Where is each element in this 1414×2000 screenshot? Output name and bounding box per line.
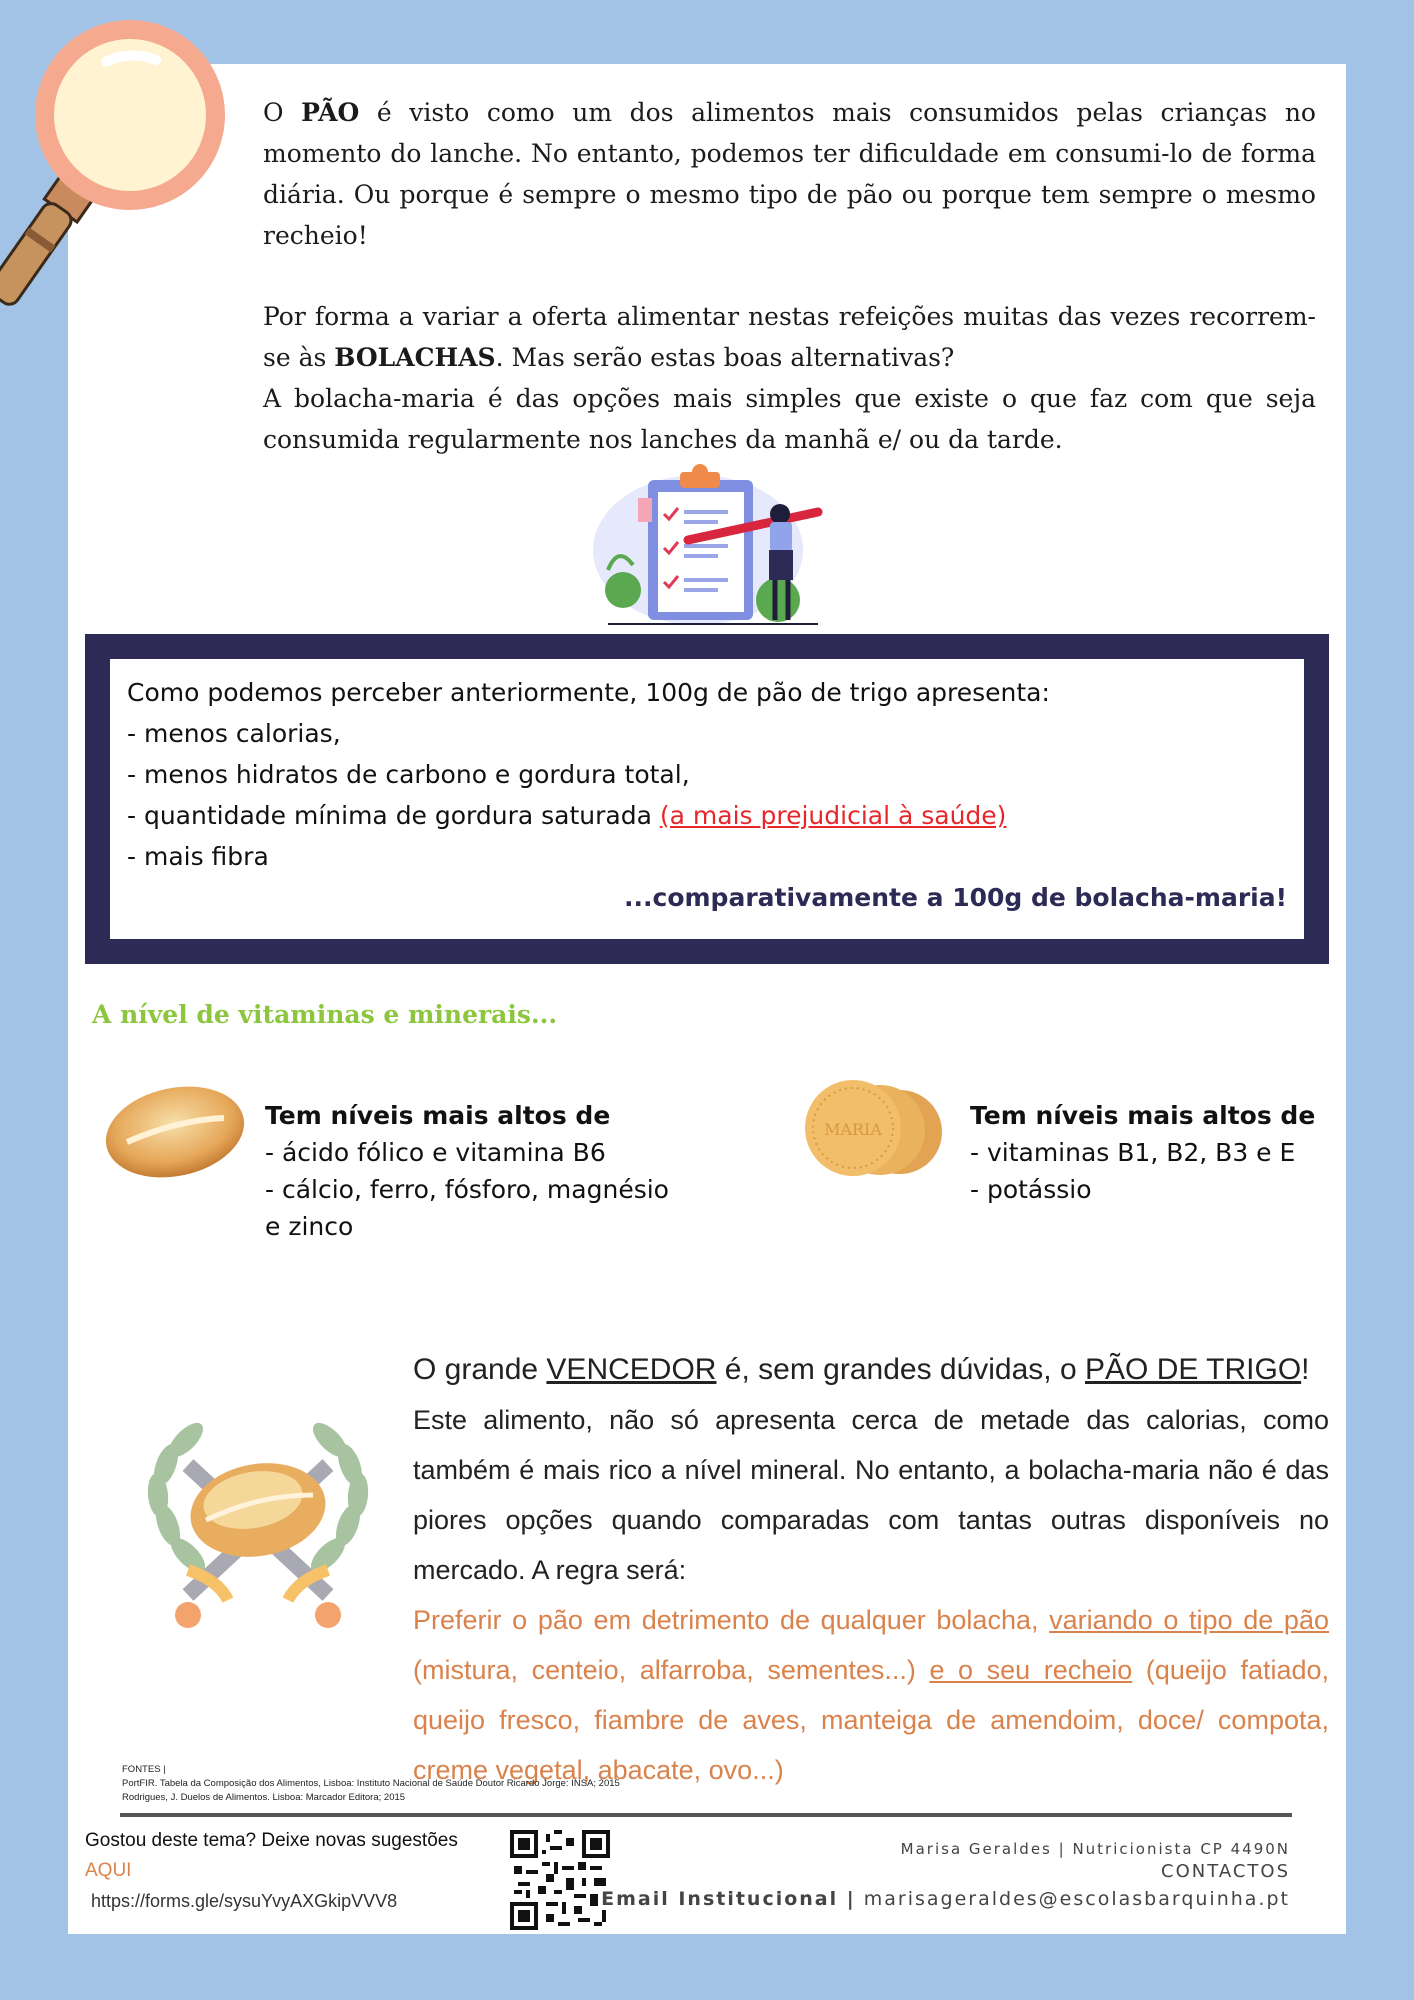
footer-divider [120,1813,1292,1817]
intro-paragraph-2: Por forma a variar a oferta alimentar nestas refeições muitas das vezes recorrem-se às BOLACHAS. Mas serão estas boas alternativas? [263,302,1316,372]
contact-block [601,1840,1290,1910]
biscuit-vitamin-item: - potássio [970,1175,1092,1204]
source-entry: Rodrigues, J. Duelos de Alimentos. Lisboa: Marcador Editora; 2015 [122,1792,406,1803]
author-credit: Marisa Geraldes | Nutricionista CP 4490N [900,1840,1290,1858]
comparison-item: - menos calorias, [127,719,341,748]
intro-paragraph-3: A bolacha-maria é das opções mais simples que existe o que faz com que seja consumida regularmente nos lanches da manhã e/ ou da tarde. [263,384,1316,454]
svg-text:MARIA: MARIA [824,1120,882,1139]
winner-text [413,1345,1329,1795]
email-label: Email Institucional | [601,1888,856,1910]
feedback-prompt: Gostou deste tema? Deixe novas sugestões [85,1830,458,1851]
bread-vitamin-item: e zinco [265,1212,354,1241]
feedback-block [85,1826,458,1916]
magnifying-glass-icon [0,15,250,335]
source-entry: PortFIR. Tabela da Composição dos Alimentos, Lisboa: Instituto Nacional de Saúde Doutor Ricardo Jorge: INSA; 2015 [122,1778,620,1789]
vitamins-heading: A nível de vitaminas e minerais... [92,1000,558,1029]
checklist-illustration [588,450,828,630]
feedback-url[interactable]: https://forms.gle/sysuYvyAXGkipVVV8 [91,1891,398,1911]
email-line [601,1888,1290,1910]
laurel-swords-bread-icon [128,1395,388,1635]
winner-headline: O grande VENCEDOR é, sem grandes dúvidas, o PÃO DE TRIGO! [413,1353,1310,1386]
sources [122,1763,620,1805]
comparison-item: - mais fibra [127,842,269,871]
biscuit-vitamins [970,1097,1330,1208]
biscuit-vitamins-heading: Tem níveis mais altos de [970,1101,1316,1130]
winner-body: Este alimento, não só apresenta cerca de metade das calorias, como também é mais rico a nível mineral. No entanto, a bolacha-maria não é das piores opções quando comparadas com tantas outras disponíveis no mercado. A regra será: [413,1405,1329,1585]
feedback-link[interactable]: AQUI [85,1860,132,1881]
comparison-conclusion: ...comparativamente a 100g de bolacha-maria! [624,883,1287,912]
email-address[interactable]: marisageraldes@escolasbarquinha.pt [863,1888,1290,1910]
winner-rule: Preferir o pão em detrimento de qualquer bolacha, variando o tipo de pão (mistura, centeio, alfarroba, sementes...) e o seu recheio (queijo fatiado, queijo fresco, fiambre de aves, manteiga de amendoim, doce/ compota, creme vegetal, abacate, ovo...) [413,1605,1330,1785]
comparison-item: - quantidade mínima de gordura saturada (a mais prejudicial à saúde) [127,801,1007,830]
bread-vitamins-heading: Tem níveis mais altos de [265,1101,611,1130]
comparison-item: - menos hidratos de carbono e gordura total, [127,760,690,789]
contacts-heading: CONTACTOS [1161,1861,1290,1882]
qr-code[interactable] [510,1830,610,1930]
bread-vitamin-item: - ácido fólico e vitamina B6 [265,1138,606,1167]
comparison-text [127,672,1287,918]
bread-roll-image [102,1080,248,1180]
comparison-intro: Como podemos perceber anteriormente, 100g de pão de trigo apresenta: [127,678,1050,707]
sources-title: FONTES | [122,1764,166,1775]
bread-vitamins [265,1097,745,1245]
maria-biscuit-image [795,1080,945,1180]
health-warning: (a mais prejudicial à saúde) [659,801,1007,830]
intro-paragraph-1: O PÃO é visto como um dos alimentos mais consumidos pelas crianças no momento do lanche. No entanto, podemos ter dificuldade em consumi-lo de forma diária. Ou porque é sempre o mesmo tipo de pão ou porque tem sempre o mesmo recheio! [263,98,1316,250]
intro-text [263,92,1316,460]
biscuit-vitamin-item: - vitaminas B1, B2, B3 e E [970,1138,1296,1167]
bread-vitamin-item: - cálcio, ferro, fósforo, magnésio [265,1175,669,1204]
